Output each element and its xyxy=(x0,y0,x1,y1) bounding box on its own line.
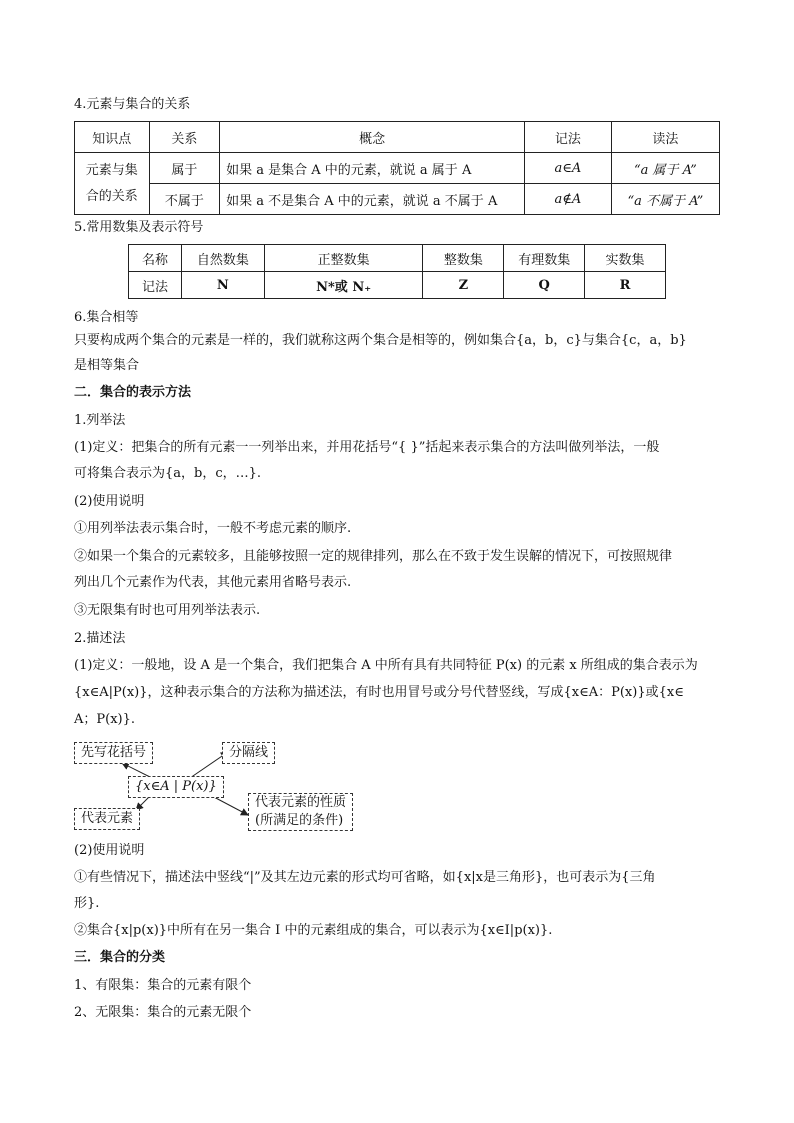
paragraph: (2)使用说明 xyxy=(74,494,145,509)
table-cell: 实数集 xyxy=(585,245,666,272)
table-cell: R xyxy=(585,272,666,299)
brace-label-box: 先写花括号 xyxy=(74,742,153,764)
paragraph: ②如果一个集合的元素较多，且能够按照一定的规律排列，那么在不致于发生误解的情况下，可按照规律 xyxy=(74,549,673,564)
paragraph: 2、无限集：集合的元素无限个 xyxy=(74,1005,252,1020)
formula-box: {x∈A | P(x)} xyxy=(128,776,224,798)
table-header: 关系 xyxy=(149,122,220,153)
table-cell: Q xyxy=(504,272,585,299)
paragraph: ②集合{x|p(x)}中所有在另一集合 I 中的元素组成的集合，可以表示为{x∈I|p(x)}. xyxy=(74,923,553,938)
table-cell: N*或 N₊ xyxy=(264,272,423,299)
table-cell: 有理数集 xyxy=(504,245,585,272)
section-5-title: 5.常用数集及表示符号 xyxy=(74,220,204,235)
paragraph: 列出几个元素作为代表，其他元素用省略号表示. xyxy=(74,575,352,590)
property-line1: 代表元素的性质 xyxy=(255,795,347,810)
paragraph: 1、有限集：集合的元素有限个 xyxy=(74,978,252,993)
paragraph: ③无限集有时也可用列举法表示. xyxy=(74,603,261,618)
paragraph: 是相等集合 xyxy=(74,358,140,373)
paragraph: ①用列举法表示集合时，一般不考虑元素的顺序. xyxy=(74,521,352,536)
notation-cell: a∈A xyxy=(525,153,612,184)
paragraph: {x∈A|P(x)}，这种表示集合的方法称为描述法，有时也用冒号或分号代替竖线，写成{x∈A：P(x)}或{x∈ xyxy=(74,685,684,700)
table-header: 记法 xyxy=(525,122,612,153)
table-header: 知识点 xyxy=(75,122,150,153)
subsection-title: 2.描述法 xyxy=(74,631,126,646)
section-4-title: 4.元素与集合的关系 xyxy=(74,97,191,112)
paragraph: (2)使用说明 xyxy=(74,843,145,858)
part-2-heading: 二．集合的表示方法 xyxy=(74,385,192,400)
notation-cell: a∉A xyxy=(525,184,612,215)
section-6-title: 6.集合相等 xyxy=(74,310,139,325)
table-cell: Z xyxy=(423,272,504,299)
relation-cell: 不属于 xyxy=(149,184,220,215)
table-cell: N xyxy=(181,272,264,299)
table-cell: 记法 xyxy=(129,272,182,299)
paragraph: (1)定义：一般地，设 A 是一个集合，我们把集合 A 中所有具有共同特征 P(x) 的元素 x 所组成的集合表示为 xyxy=(74,658,698,673)
table-cell: 整数集 xyxy=(423,245,504,272)
relation-cell: 属于 xyxy=(149,153,220,184)
subsection-title: 1.列举法 xyxy=(74,413,126,428)
paragraph: ①有些情况下，描述法中竖线“|”及其左边元素的形式均可省略，如{x|x是三角形}，也可表示为{三角 xyxy=(74,870,656,885)
separator-label-box: 分隔线 xyxy=(222,742,275,764)
paragraph: (1)定义：把集合的所有元素一一列举出来，并用花括号“{ }”括起来表示集合的方法叫做列举法，一般 xyxy=(74,440,660,455)
table-cell: 正整数集 xyxy=(264,245,423,272)
reading-cell: “a 属于 A” xyxy=(611,153,719,184)
element-label-box: 代表元素 xyxy=(74,808,140,830)
table-cell: 名称 xyxy=(129,245,182,272)
table-header: 读法 xyxy=(611,122,719,153)
paragraph: 形}. xyxy=(74,896,100,911)
property-line2: (所满足的条件) xyxy=(255,813,344,828)
paragraph: 只要构成两个集合的元素是一样的，我们就称这两个集合是相等的，例如集合{a，b，c}与集合{c，a，b} xyxy=(74,333,687,348)
paragraph: 可将集合表示为{a，b，c，…}. xyxy=(74,466,262,481)
concept-cell: 如果 a 是集合 A 中的元素，就说 a 属于 A xyxy=(220,153,525,184)
table-header: 概念 xyxy=(220,122,525,153)
part-3-heading: 三．集合的分类 xyxy=(74,950,166,965)
paragraph: A；P(x)}. xyxy=(74,712,136,727)
reading-cell: “a 不属于 A” xyxy=(611,184,719,215)
row-head-line1: 元素与集 xyxy=(85,162,138,178)
table-cell: 自然数集 xyxy=(181,245,264,272)
concept-cell: 如果 a 不是集合 A 中的元素，就说 a 不属于 A xyxy=(220,184,525,215)
property-label-box xyxy=(248,793,353,831)
row-head-line2: 合的关系 xyxy=(85,188,138,204)
